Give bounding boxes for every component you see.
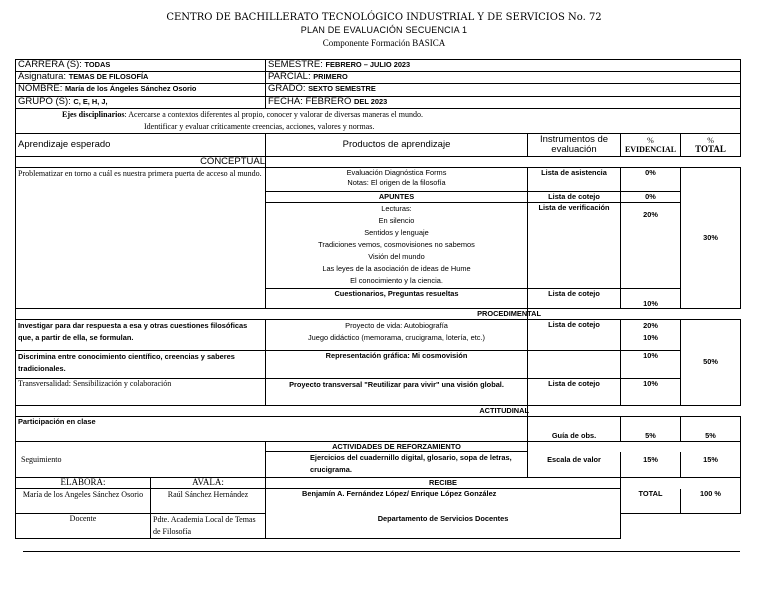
recibe-role: Departamento de Servicios Docentes: [266, 514, 621, 539]
asignatura-label: Asignatura:: [18, 71, 67, 82]
conceptual-aprendizaje: Problematizar en torno a cuál es nuestra primera puerta de acceso al mundo.: [16, 168, 266, 309]
refuerzo-title: ACTIVIDADES DE REFORZAMIENTO: [266, 441, 528, 452]
elabora-name: María de los Angeles Sánchez Osorio: [16, 489, 151, 514]
conceptual-title: CONCEPTUAL: [16, 157, 266, 168]
refuerzo-product: Ejercicios del cuadernillo digital, glosario, sopa de letras, crucigrama.: [266, 452, 528, 478]
asignatura-value: TEMAS DE FILOSOFÍA: [68, 72, 149, 81]
carrera-label: CARRERA (S):: [18, 59, 82, 70]
grado-value: SEXTO SEMESTRE: [308, 84, 376, 93]
lectura-line: Visión del mundo: [368, 252, 425, 261]
nombre-label: NOMBRE:: [18, 83, 63, 94]
conceptual-instrument-2: Lista de cotejo: [528, 192, 621, 203]
avala-label: AVALA:: [151, 478, 266, 489]
conceptual-product-2: APUNTES: [266, 192, 528, 203]
total-value: 100 %: [681, 489, 741, 514]
nombre-value: María de los Ángeles Sánchez Osorio: [64, 84, 197, 93]
semestre-value: FEBRERO – JULIO 2023: [325, 60, 411, 69]
actitudinal-title: ACTITUDINAL: [479, 405, 529, 415]
col-total-pct: %: [707, 136, 714, 145]
procedimental-title: PROCEDIMENTAL: [477, 309, 541, 318]
parcial-value: PRIMERO: [313, 72, 348, 81]
conceptual-product-1b: Notas: El origen de la filosofía: [347, 177, 446, 187]
ejes-line-1: : Acercarse a contextos diferentes al propio, conocer y valorar de diversas maneras el mundo.: [124, 110, 423, 119]
lectura-line: Las leyes de la asociación de ideas de Hume: [322, 264, 471, 273]
refuerzo-evidencial: 15%: [621, 452, 681, 478]
actitudinal-instrument: Guía de obs.: [528, 416, 621, 441]
grado-label: GRADO:: [268, 83, 306, 94]
avala-role: Pdte. Academia Local de Temas de Filosofía: [151, 514, 266, 539]
info-row-carrera: [16, 60, 741, 72]
total-label: TOTAL: [621, 489, 681, 514]
ejes-label: Ejes disciplinarios: [62, 110, 125, 119]
lectura-line: Tradiciones vemos, cosmovisiones no sabemos: [318, 240, 475, 249]
procedimental-instrument-2: [528, 350, 621, 378]
conceptual-section-row: [16, 157, 741, 168]
procedimental-instrument-1: Lista de cotejo: [528, 319, 621, 350]
col-productos: Productos de aprendizaje: [266, 134, 528, 157]
elabora-label: ELABORA:: [16, 478, 151, 489]
actitudinal-row: [16, 416, 741, 441]
recibe-label: RECIBE: [266, 478, 621, 489]
carrera-value: TODAS: [84, 60, 111, 69]
procedimental-aprendizaje-1: Investigar para dar respuesta a esa y otras cuestiones filosóficas que, a partir de ella, se formulan.: [16, 319, 266, 350]
info-row-asignatura: [16, 72, 741, 84]
institution-title: CENTRO DE BACHILLERATO TECNOLÓGICO INDUSTRIAL Y DE SERVICIOS No. 72: [166, 12, 602, 23]
lectura-line: Sentidos y lenguaje: [364, 228, 429, 237]
ejes-line-2: Identificar y evaluar críticamente creencias, acciones, valores y normas.: [144, 121, 375, 131]
grupo-value: C, E, H, J,: [73, 97, 108, 106]
conceptual-product-4: Cuestionarios, Preguntas resueltas: [266, 289, 528, 309]
col-aprendizaje: Aprendizaje esperado: [16, 134, 266, 157]
ejes-row: [16, 109, 741, 134]
procedimental-evidencial-1: 20%: [643, 320, 658, 330]
refuerzo-section-row: [16, 441, 741, 452]
actitudinal-total: 5%: [681, 416, 741, 441]
refuerzo-row: [16, 452, 741, 478]
footer-rule: [23, 551, 740, 552]
conceptual-instrument-3: Lista de verificación: [528, 203, 621, 289]
col-total: TOTAL: [695, 144, 726, 154]
procedimental-evidencial-3: 10%: [621, 378, 681, 405]
column-header-row: [16, 134, 741, 157]
evaluation-plan-table: [15, 59, 741, 539]
conceptual-total: 30%: [681, 168, 741, 309]
grupo-label: GRUPO (S):: [18, 96, 71, 107]
actitudinal-section-row: [16, 405, 741, 416]
procedimental-product-3: Proyecto transversal "Reutilizar para vivir" una visión global.: [266, 378, 528, 405]
procedimental-evidencial-2: 10%: [621, 350, 681, 378]
refuerzo-aprendizaje: Seguimiento: [16, 452, 266, 478]
conceptual-evidencial-4: 10%: [621, 289, 681, 309]
procedimental-row-2: [16, 350, 741, 378]
procedimental-product-2: Representación gráfica: Mi cosmovisión: [266, 350, 528, 378]
plan-title: PLAN DE EVALUACIÓN SECUENCIA 1: [300, 25, 468, 35]
info-row-nombre: [16, 84, 741, 97]
refuerzo-instrument: Escala de valor: [528, 452, 621, 478]
semestre-label: SEMESTRE:: [268, 59, 323, 70]
actitudinal-aprendizaje: Participación en clase: [16, 416, 528, 441]
conceptual-evidencial-2: 0%: [621, 192, 681, 203]
procedimental-product-1: Proyecto de vida: Autobiografía: [345, 320, 448, 330]
conceptual-evidencial-3: 20%: [621, 203, 681, 289]
conceptual-product-1: Evaluación Diagnóstica Forms: [346, 168, 447, 177]
firmas-name-row: [16, 489, 741, 514]
procedimental-instrument-3: Lista de cotejo: [528, 378, 621, 405]
lectura-line: Lecturas:: [381, 204, 412, 213]
procedimental-aprendizaje-2: Discrimina entre conocimiento científico, creencias y saberes tradicionales.: [16, 350, 266, 378]
parcial-label: PARCIAL:: [268, 71, 311, 82]
fecha-label: FECHA: FEBRERO: [268, 96, 352, 107]
col-evidencial: EVIDENCIAL: [624, 145, 677, 154]
procedimental-section-row: [16, 309, 741, 320]
recibe-names: Benjamín A. Fernández López/ Enrique López González: [266, 489, 621, 514]
col-instrumentos: Instrumentos de evaluación: [528, 134, 621, 157]
fecha-value: DEL 2023: [354, 97, 388, 106]
actitudinal-evidencial: 5%: [621, 416, 681, 441]
firmas-role-row: [16, 514, 741, 539]
info-row-grupo: [16, 97, 741, 109]
procedimental-aprendizaje-3: Transversalidad: Sensibilización y colaboración: [16, 378, 266, 405]
conceptual-evidencial-1: 0%: [621, 168, 681, 192]
conceptual-instrument-1: Lista de asistencia: [528, 168, 621, 192]
procedimental-row-3: [16, 378, 741, 405]
refuerzo-total: 15%: [681, 452, 741, 478]
procedimental-total: 50%: [681, 319, 741, 405]
procedimental-row-1: [16, 319, 741, 350]
procedimental-product-1b: Juego didáctico (memorama, crucigrama, lotería, etc.): [307, 332, 486, 342]
firmas-label-row: [16, 478, 741, 489]
avala-name: Raúl Sánchez Hernández: [151, 489, 266, 514]
procedimental-evidencial-1b: 10%: [643, 332, 658, 342]
lectura-line: En silencio: [378, 216, 415, 225]
elabora-role: Docente: [16, 514, 151, 539]
col-evidencial-pct: %: [647, 136, 654, 145]
conceptual-instrument-4: Lista de cotejo: [528, 289, 621, 309]
lectura-line: El conocimiento y la ciencia.: [350, 276, 443, 285]
component-title: Componente Formación BASICA: [322, 38, 446, 48]
conceptual-row-1: [16, 168, 741, 192]
